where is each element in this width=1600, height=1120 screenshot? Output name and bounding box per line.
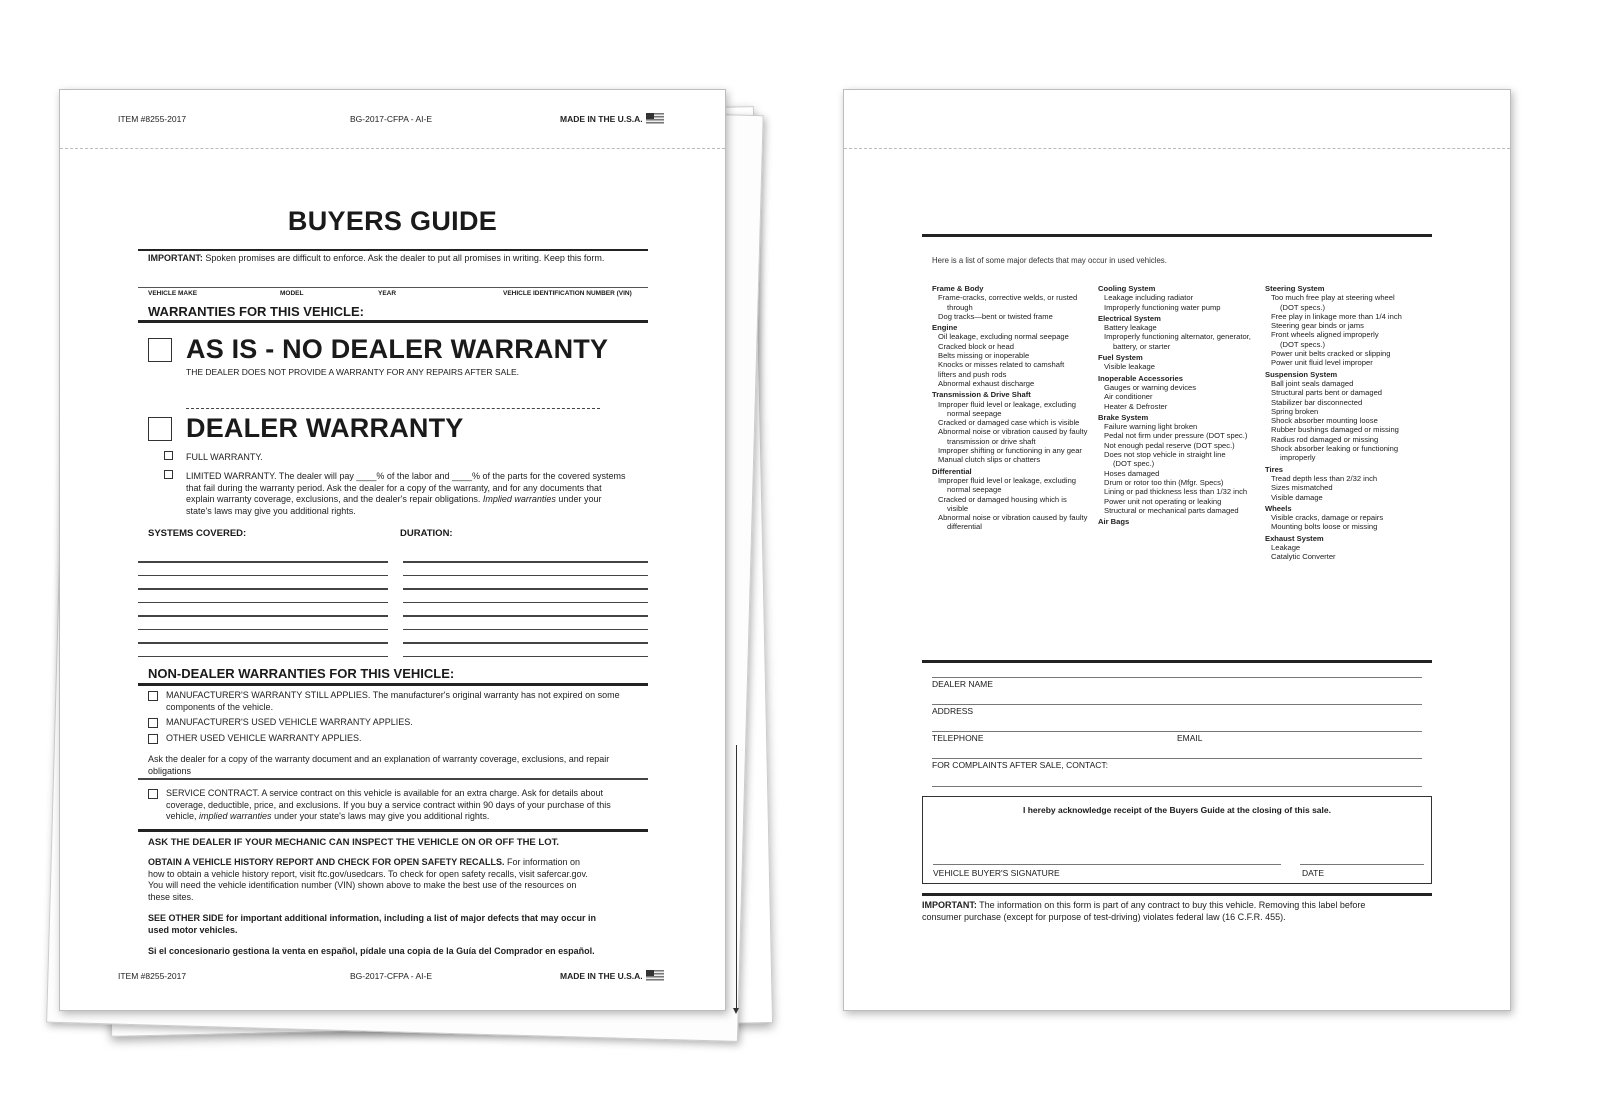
defect-category: Electrical System xyxy=(1098,313,1161,323)
telephone-label: TELEPHONE xyxy=(932,733,984,743)
header-item-number: ITEM #8255-2017 xyxy=(118,114,187,124)
defect-item: Leakage including radiator xyxy=(1104,293,1194,303)
defect-item: Failure warning light broken xyxy=(1104,422,1198,432)
text: coverage, deductible, price, and exclusions. If you buy a service contract within 90 days of your purchase of this xyxy=(166,799,611,810)
defect-item: Improper fluid level or leakage, excluding xyxy=(938,399,1077,409)
bold-text: OBTAIN A VEHICLE HISTORY REPORT AND CHECK FOR OPEN SAFETY RECALLS. xyxy=(148,857,505,867)
divider xyxy=(138,249,648,251)
divider xyxy=(922,234,1432,237)
text: these sites. xyxy=(148,891,194,902)
systems-covered-lines[interactable] xyxy=(138,561,388,657)
defect-item: Shock absorber leaking or functioning xyxy=(1271,444,1399,454)
back-important-notice xyxy=(922,900,1442,923)
manufacturer-used-warranty-text: MANUFACTURER'S USED VEHICLE WARRANTY APPLIES. xyxy=(166,717,413,727)
defect-item: visible xyxy=(947,503,969,513)
full-warranty-label: FULL WARRANTY. xyxy=(186,452,263,462)
text: You will need the vehicle identification number (VIN) shown above to make the best use of the resources on xyxy=(148,880,577,890)
defect-item: battery, or starter xyxy=(1113,341,1171,351)
manufacturer-warranty-checkbox[interactable] xyxy=(148,691,158,701)
defect-category: Engine xyxy=(932,323,958,333)
text: explain warranty coverage, exclusions, and the dealer's repair obligations. xyxy=(186,494,483,504)
defect-item: Power unit fluid level improper xyxy=(1271,358,1373,368)
text xyxy=(922,900,1442,912)
non-dealer-heading: NON-DEALER WARRANTIES FOR THIS VEHICLE: xyxy=(148,666,455,681)
defect-item: lifters and push rods xyxy=(938,369,1007,379)
defect-item: Pedal not firm under pressure (DOT spec.) xyxy=(1104,431,1248,441)
text: consumer purchase (except for purpose of test-driving) violates federal law (16 C.F.R. 455). xyxy=(922,911,1286,922)
divider xyxy=(138,320,648,323)
defect-item: Radius rod damaged or missing xyxy=(1271,434,1379,444)
systems-covered-label: SYSTEMS COVERED: xyxy=(148,528,247,539)
defect-item: improperly xyxy=(1280,453,1316,463)
as-is-label: AS IS - NO DEALER WARRANTY xyxy=(186,334,609,364)
limited-warranty-checkbox[interactable] xyxy=(164,470,173,479)
defect-item: differential xyxy=(947,522,982,532)
limited-line: state's laws may give you additional rights. xyxy=(186,505,356,516)
defect-item: normal seepage xyxy=(947,408,1002,418)
defect-item: Frame-cracks, corrective welds, or rusted xyxy=(938,293,1078,303)
vehicle-fields-rule xyxy=(138,287,648,288)
defect-item: Hoses damaged xyxy=(1104,468,1160,478)
defect-category: Suspension System xyxy=(1265,369,1338,379)
footer-form-code: BG-2017-CFPA - AI-E xyxy=(350,971,433,981)
defect-item: through xyxy=(947,302,973,312)
defect-category: Air Bags xyxy=(1098,517,1130,527)
text: SERVICE CONTRACT. A service contract on this vehicle is available for an extra charge. Ask for details about xyxy=(166,788,604,798)
defect-category: Inoperable Accessories xyxy=(1098,373,1183,383)
text: Ask the dealer for a copy of the warranty document and an explanation of warranty coverage, exclusions, and repair xyxy=(148,754,610,764)
made-in-label: MADE IN THE U.S.A. xyxy=(560,971,643,981)
text: The information on this form is part of any contract to buy this vehicle. Removing this label before xyxy=(976,900,1366,910)
defect-category: Brake System xyxy=(1098,412,1149,422)
defect-item: Visible cracks, damage or repairs xyxy=(1271,513,1384,523)
defect-item: (DOT specs.) xyxy=(1280,302,1326,312)
text: components of the vehicle. xyxy=(166,701,274,712)
limited-warranty-text xyxy=(186,471,656,517)
divider xyxy=(138,778,648,780)
dealer-name-line[interactable] xyxy=(932,677,1422,678)
defects-intro: Here is a list of some major defects that may occur in used vehicles. xyxy=(932,256,1167,265)
mechanic-notice: ASK THE DEALER IF YOUR MECHANIC CAN INSPECT THE VEHICLE ON OR OFF THE LOT. xyxy=(148,837,559,848)
footer-made-in xyxy=(560,970,664,981)
defect-category: Steering System xyxy=(1265,284,1325,293)
signature-label: VEHICLE BUYER'S SIGNATURE xyxy=(933,868,1060,878)
divider xyxy=(138,829,648,832)
footer-item-number: ITEM #8255-2017 xyxy=(118,971,187,981)
vin-label: VEHICLE IDENTIFICATION NUMBER (VIN) xyxy=(503,290,632,297)
defect-item: Improper shifting or functioning in any gear xyxy=(938,446,1082,456)
defect-item: Stabilizer bar disconnected xyxy=(1271,397,1363,407)
divider xyxy=(922,893,1432,896)
other-used-warranty-text: OTHER USED VEHICLE WARRANTY APPLIES. xyxy=(166,733,362,743)
vehicle-make-label: VEHICLE MAKE xyxy=(148,290,198,297)
text: obligations xyxy=(148,765,192,776)
perforation-line xyxy=(60,148,725,149)
text xyxy=(166,811,611,823)
defect-category: Fuel System xyxy=(1098,353,1143,363)
buyers-guide-front-page xyxy=(59,89,726,1011)
model-label: MODEL xyxy=(280,290,304,297)
limited-line xyxy=(186,494,656,506)
defect-item: Sizes mismatched xyxy=(1271,483,1333,493)
defect-item: (DOT spec.) xyxy=(1113,459,1155,469)
defect-item: Free play in linkage more than 1/4 inch xyxy=(1271,311,1402,321)
defect-item: Shock absorber mounting loose xyxy=(1271,416,1378,426)
defect-category: Tires xyxy=(1265,464,1284,474)
other-used-warranty-checkbox[interactable] xyxy=(148,734,158,744)
important-text: Spoken promises are difficult to enforce. Ask the dealer to put all promises in writing. Keep this form. xyxy=(205,253,605,263)
defect-item: Drum or rotor too thin (Mfgr. Specs) xyxy=(1104,477,1224,487)
spanish-notice: Si el concesionario gestiona la venta en español, pídale una copia de la Guía del Comprador en español. xyxy=(148,946,595,956)
defect-item: Does not stop vehicle in straight line xyxy=(1104,450,1226,460)
dashed-separator xyxy=(186,408,600,409)
year-label: YEAR xyxy=(378,290,397,297)
duration-label: DURATION: xyxy=(400,528,453,539)
defect-item: Visible leakage xyxy=(1104,362,1155,372)
service-contract-checkbox[interactable] xyxy=(148,789,158,799)
defect-item: Catalytic Converter xyxy=(1271,552,1336,562)
defect-item: Visible damage xyxy=(1271,492,1323,502)
italic-text: Implied warranties xyxy=(482,494,556,504)
see-other-side-notice xyxy=(148,913,596,936)
divider xyxy=(922,660,1432,663)
defect-item: Cracked or damaged housing which is xyxy=(938,494,1067,504)
telephone-line[interactable] xyxy=(932,731,1422,732)
important-label: IMPORTANT: xyxy=(922,900,977,910)
header-made-in xyxy=(560,113,664,124)
defect-category: Wheels xyxy=(1265,503,1292,513)
defects-column-2 xyxy=(1098,282,1263,526)
divider xyxy=(138,683,648,686)
defect-item: Manual clutch slips or chatters xyxy=(938,455,1041,465)
defect-item: (DOT specs.) xyxy=(1280,339,1326,349)
text: how to obtain a vehicle history report, visit ftc.gov/usedcars. To check for open safety recalls, visit safercar.gov. xyxy=(148,868,588,879)
as-is-subtext: THE DEALER DOES NOT PROVIDE A WARRANTY FOR ANY REPAIRS AFTER SALE. xyxy=(186,367,519,377)
defect-item: Structural parts bent or damaged xyxy=(1271,388,1383,398)
defect-item: Battery leakage xyxy=(1104,323,1157,333)
defect-category: Frame & Body xyxy=(932,284,984,293)
service-contract-text xyxy=(166,788,611,823)
perforation-line xyxy=(844,148,1510,149)
text: under your state's laws may give you additional rights. xyxy=(271,811,490,821)
defect-item: Improperly functioning alternator, generator, xyxy=(1104,332,1251,342)
text: MANUFACTURER'S WARRANTY STILL APPLIES. The manufacturer's original warranty has not expired on some xyxy=(166,690,620,700)
defect-item: Heater & Defroster xyxy=(1104,401,1168,411)
text: under your xyxy=(555,494,602,504)
text xyxy=(148,857,648,869)
defect-item: Leakage xyxy=(1271,543,1301,553)
defect-item: normal seepage xyxy=(947,485,1002,495)
date-line[interactable] xyxy=(1300,864,1424,865)
buyers-guide-back-page xyxy=(843,89,1511,1011)
limited-line: that fail during the warranty period. Ask the dealer for a copy of the warranty, and for any documents that xyxy=(186,482,602,493)
defect-item: Improperly functioning water pump xyxy=(1104,302,1221,312)
dealer-warranty-label: DEALER WARRANTY xyxy=(186,413,464,443)
defect-item: Ball joint seals damaged xyxy=(1271,378,1354,388)
arrow-down-icon xyxy=(736,745,737,1010)
defect-item: Lining or pad thickness less than 1/32 inch xyxy=(1104,487,1248,497)
important-label: IMPORTANT: xyxy=(148,253,203,263)
text: vehicle, xyxy=(166,811,200,821)
defect-category: Exhaust System xyxy=(1265,533,1324,543)
made-in-label: MADE IN THE U.S.A. xyxy=(560,114,643,124)
defect-item: Cracked block or head xyxy=(938,341,1014,351)
defect-item: Improper fluid level or leakage, excluding xyxy=(938,475,1077,485)
address-line[interactable] xyxy=(932,704,1422,705)
defect-item: Abnormal exhaust discharge xyxy=(938,378,1035,388)
address-label: ADDRESS xyxy=(932,706,974,716)
complaints-label: FOR COMPLAINTS AFTER SALE, CONTACT: xyxy=(932,760,1109,770)
signature-line[interactable] xyxy=(933,864,1281,865)
defect-item: Oil leakage, excluding normal seepage xyxy=(938,332,1069,342)
acknowledgement-text: I hereby acknowledge receipt of the Buyers Guide at the closing of this sale. xyxy=(1023,805,1331,815)
defect-item: Power unit not operating or leaking xyxy=(1104,496,1222,506)
text: SEE OTHER SIDE for important additional information, including a list of major defects that may occur in xyxy=(148,913,597,923)
defect-item: Air conditioner xyxy=(1104,392,1153,402)
defect-item: Too much free play at steering wheel xyxy=(1271,293,1395,303)
defect-item: Knocks or misses related to camshaft xyxy=(938,360,1065,370)
defect-item: Tread depth less than 2/32 inch xyxy=(1271,473,1378,483)
defects-column-3 xyxy=(1265,282,1435,562)
defect-item: Power unit belts cracked or slipping xyxy=(1271,349,1391,359)
defect-item: Rubber bushings damaged or missing xyxy=(1271,425,1399,435)
defect-category: Cooling System xyxy=(1098,284,1156,293)
defect-item: Front wheels aligned improperly xyxy=(1271,330,1379,340)
text: For information on xyxy=(504,857,581,867)
dealer-name-label: DEALER NAME xyxy=(932,679,993,689)
warranties-heading: WARRANTIES FOR THIS VEHICLE: xyxy=(148,304,364,319)
complaints-contact-line[interactable] xyxy=(932,786,1422,787)
defect-item: Abnormal noise or vibration caused by faulty xyxy=(938,513,1088,523)
defect-item: Abnormal noise or vibration caused by faulty xyxy=(938,427,1088,437)
complaints-line[interactable] xyxy=(932,758,1422,759)
defects-column-1 xyxy=(932,282,1097,532)
defect-item: Belts missing or inoperable xyxy=(938,351,1030,361)
important-notice xyxy=(148,253,604,265)
defect-item: Gauges or warning devices xyxy=(1104,382,1197,392)
duration-lines[interactable] xyxy=(403,561,648,657)
page-title: BUYERS GUIDE xyxy=(287,206,498,236)
limited-line: LIMITED WARRANTY. The dealer will pay ____% of the labor and ____% of the parts for the covered systems xyxy=(186,471,626,481)
acknowledgement-box xyxy=(922,796,1432,884)
us-flag-icon xyxy=(646,970,664,981)
as-is-checkbox[interactable] xyxy=(148,338,172,362)
email-label: EMAIL xyxy=(1177,733,1203,743)
manufacturer-used-warranty-checkbox[interactable] xyxy=(148,718,158,728)
manufacturer-warranty-text xyxy=(166,690,620,713)
history-report-notice xyxy=(148,857,648,903)
italic-text: implied warranties xyxy=(199,811,272,821)
dealer-warranty-checkbox[interactable] xyxy=(148,417,172,441)
defect-item: Structural or mechanical parts damaged xyxy=(1104,505,1239,515)
date-label: DATE xyxy=(1302,868,1325,878)
ask-copy-text xyxy=(148,754,609,777)
text: used motor vehicles. xyxy=(148,924,238,935)
defect-item: Steering gear binds or jams xyxy=(1271,321,1364,331)
header-form-code: BG-2017-CFPA - AI-E xyxy=(350,114,433,124)
full-warranty-checkbox[interactable] xyxy=(164,451,173,460)
defect-category: Differential xyxy=(932,466,972,476)
defect-item: Cracked or damaged case which is visible xyxy=(938,418,1080,428)
defect-category: Transmission & Drive Shaft xyxy=(932,390,1031,400)
defect-item: Not enough pedal reserve (DOT spec.) xyxy=(1104,440,1235,450)
defect-item: Mounting bolts loose or missing xyxy=(1271,522,1378,532)
us-flag-icon xyxy=(646,113,664,124)
defect-item: transmission or drive shaft xyxy=(947,436,1036,446)
defect-item: Spring broken xyxy=(1271,406,1319,416)
defect-item: Dog tracks—bent or twisted frame xyxy=(938,311,1053,321)
